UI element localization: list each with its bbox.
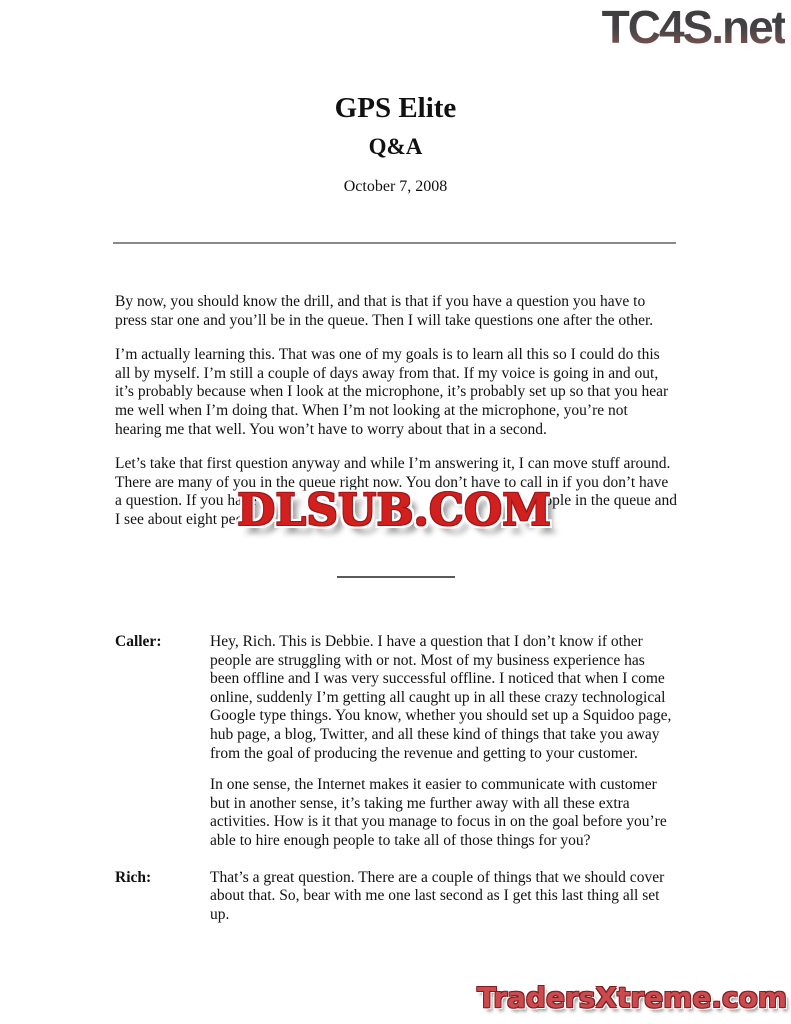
caller-row	[115, 633, 677, 851]
intro-paragraph-2: I’m actually learning this. That was one of my goals is to learn all this so I could do this all by myself. I’m still a couple of days away from that. If my voice is going in and out, it’s probably because when I look at the microphone, it’s probably set up so that you hear me well when I’m doing that. When I’m not looking at the microphone, you’re not hearing me that well. You won’t have to worry about that in a second.	[115, 346, 669, 438]
intro-paragraph-1: By now, you should know the drill, and that is that if you have a question you have to press star one and you’ll be in the queue. Then I will take questions one after the other.	[115, 293, 654, 329]
caller-paragraph-2: In one sense, the Internet makes it easier to communicate with customer but in another sense, it’s taking me further away with all these extra activities. How is it that you manage to focus in on the goal before you’re able to hire enough people to take all of those things for you?	[210, 776, 667, 849]
dlsub-watermark: DLSUB.COM	[237, 485, 551, 536]
tradersxtreme-watermark: TradersXtreme.com	[477, 981, 787, 1014]
section-divider	[337, 576, 455, 578]
page-title: GPS Elite	[334, 92, 457, 124]
queue-line-4: I see about eight peopl	[115, 510, 256, 528]
caller-paragraph-1: Hey, Rich. This is Debbie. I have a question that I don’t know if other people are struggling with or not. Most of my business experience has been offline and I was very successful offline. I noticed that when I come online, suddenly I’m getting all caught up in all these crazy technological Google type things. You know, whether you should set up a Squidoo page, hub page, a blog, Twitter, and all these kind of things that take you away from the goal of producing the revenue and getting to your customer.	[210, 633, 672, 762]
speaker-label-caller: Caller:	[115, 633, 162, 650]
page-date: October 7, 2008	[343, 178, 448, 195]
divider-line	[113, 242, 676, 244]
intro-section	[115, 293, 677, 439]
site-logo-tc4s: TC4S.net	[601, 1, 785, 53]
rich-paragraph-1: That’s a great question. There are a couple of things that we should cover about that. So, bear with me one last second as I get this last thing all set up.	[210, 868, 665, 923]
rich-speech	[210, 869, 677, 925]
queue-line-2: There are many of you in the queue right now. You don’t have to call in if you don’t have	[115, 473, 669, 491]
queue-line-1: Let’s take that first question anyway and while I’m answering it, I can move stuff around.	[115, 455, 671, 472]
rich-row	[115, 869, 677, 925]
page-subtitle: Q&A	[368, 134, 423, 159]
queue-line-3-left: a question. If you have	[115, 492, 257, 510]
queue-line-3-right: ople in the queue and	[544, 492, 677, 510]
caller-speech	[210, 633, 677, 851]
transcript-section	[115, 633, 677, 924]
speaker-label-rich: Rich:	[115, 868, 152, 886]
